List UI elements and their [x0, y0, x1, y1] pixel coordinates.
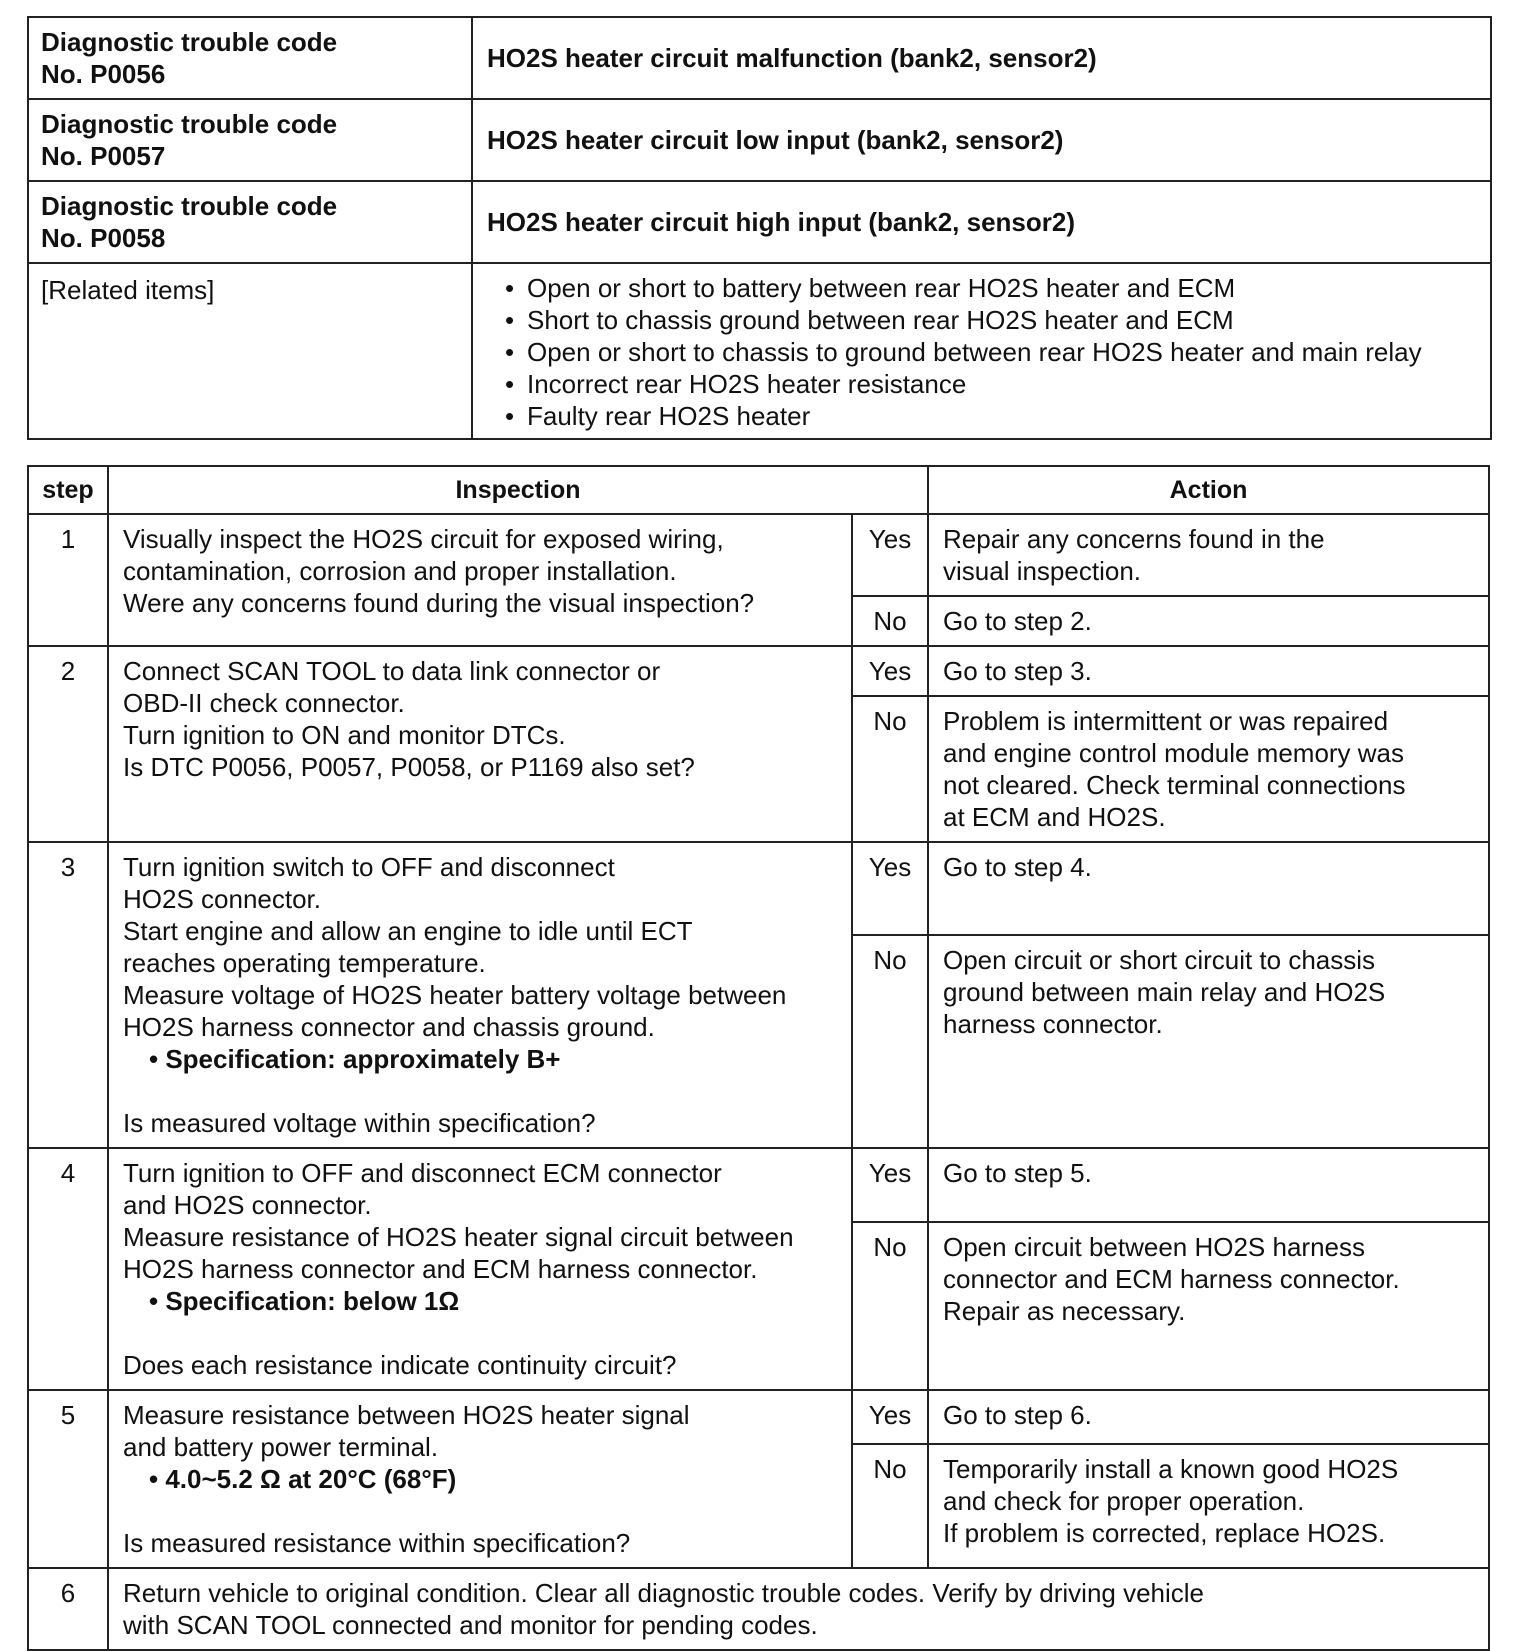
dtc-row-p0058	[28, 181, 1491, 263]
dtc-row-p0056	[28, 17, 1491, 99]
yes-action	[928, 646, 1489, 696]
action-line: not cleared. Check terminal connections	[943, 770, 1406, 800]
action-line: Repair as necessary.	[943, 1295, 1186, 1326]
inspection-cell	[108, 842, 852, 1148]
specification: • Specification: below 1Ω	[149, 1286, 460, 1316]
action-line: Problem is intermittent or was repaired	[943, 706, 1389, 736]
dtc-table	[27, 16, 1492, 440]
inspection-cell	[108, 514, 852, 646]
inspection-line: Measure voltage of HO2S heater battery voltage between	[123, 980, 787, 1010]
step-number: 1	[28, 514, 108, 646]
action-line: Go to step 6.	[943, 1400, 1092, 1430]
no-action	[928, 1222, 1489, 1390]
inspection-question: Is measured resistance within specification?	[123, 1528, 631, 1558]
yes-action	[928, 1148, 1489, 1222]
yes-label: Yes	[852, 842, 928, 935]
dtc-label-line: Diagnostic trouble code	[41, 109, 338, 139]
related-items-row	[28, 263, 1491, 439]
dtc-code-label	[28, 99, 472, 181]
no-action	[928, 696, 1489, 842]
related-item: • Incorrect rear HO2S heater resistance	[527, 368, 1476, 400]
step-row	[28, 514, 1489, 596]
yes-action	[928, 1390, 1489, 1444]
action-line: ground between main relay and HO2S	[943, 977, 1386, 1008]
action-line: Repair any concerns found in the	[943, 524, 1325, 554]
dtc-label-line: Diagnostic trouble code	[41, 27, 338, 57]
related-items-list	[507, 272, 1476, 432]
no-action	[928, 596, 1489, 646]
action-line: Go to step 2.	[943, 606, 1092, 636]
inspection-line: contamination, corrosion and proper installation.	[123, 556, 677, 586]
dtc-code-number: No. P0057	[41, 141, 166, 171]
yes-label: Yes	[852, 1390, 928, 1444]
action-line: Go to step 4.	[943, 852, 1092, 882]
step-row	[28, 1148, 1489, 1222]
inspection-line: Were any concerns found during the visual inspection?	[123, 588, 755, 618]
dtc-description: HO2S heater circuit malfunction (bank2, sensor2)	[472, 17, 1491, 99]
inspection-line: HO2S harness connector and chassis ground.	[123, 1012, 655, 1042]
spacer	[123, 1495, 837, 1527]
step-number: 4	[28, 1148, 108, 1390]
yes-label: Yes	[852, 514, 928, 596]
action-line: connector and ECM harness connector.	[943, 1263, 1400, 1294]
inspection-line: Turn ignition to OFF and disconnect ECM connector	[123, 1158, 722, 1188]
inspection-question: Does each resistance indicate continuity circuit?	[123, 1350, 677, 1380]
no-label: No	[852, 696, 928, 842]
action-line: Open circuit between HO2S harness	[943, 1231, 1365, 1262]
spacer	[123, 1075, 837, 1107]
inspection-line: and battery power terminal.	[123, 1432, 439, 1462]
step-number: 5	[28, 1390, 108, 1568]
procedure-table	[27, 465, 1490, 1651]
related-item: • Faulty rear HO2S heater	[527, 400, 1476, 432]
yes-action	[928, 514, 1489, 596]
no-label: No	[852, 935, 928, 1148]
action-line: and engine control module memory was	[943, 738, 1405, 768]
dtc-code-label	[28, 17, 472, 99]
action-line: Temporarily install a known good HO2S	[943, 1454, 1399, 1485]
action-line: Go to step 3.	[943, 656, 1092, 686]
yes-label: Yes	[852, 646, 928, 696]
related-items-label: [Related items]	[28, 263, 472, 439]
dtc-row-p0057	[28, 99, 1491, 181]
inspection-line: Visually inspect the HO2S circuit for exposed wiring,	[123, 524, 724, 554]
dtc-code-label	[28, 181, 472, 263]
action-line: Go to step 5.	[943, 1158, 1092, 1188]
step-number: 3	[28, 842, 108, 1148]
yes-action	[928, 842, 1489, 935]
dtc-code-number: No. P0058	[41, 223, 166, 253]
inspection-line: HO2S connector.	[123, 884, 321, 914]
step-row	[28, 646, 1489, 696]
inspection-line: Is DTC P0056, P0057, P0058, or P1169 also set?	[123, 752, 695, 782]
action-line: Open circuit or short circuit to chassis	[943, 945, 1376, 976]
step-header: step	[28, 466, 108, 514]
dtc-description: HO2S heater circuit low input (bank2, sensor2)	[472, 99, 1491, 181]
action-line: harness connector.	[943, 1009, 1163, 1040]
related-item: • Open or short to chassis to ground between rear HO2S heater and main relay	[527, 336, 1476, 368]
action-header: Action	[928, 466, 1489, 514]
inspection-cell	[108, 1390, 852, 1568]
no-action	[928, 1444, 1489, 1568]
spacer	[123, 1317, 837, 1349]
related-items-cell	[472, 263, 1491, 439]
dtc-label-line: Diagnostic trouble code	[41, 191, 338, 221]
step-row	[28, 1390, 1489, 1444]
inspection-cell	[108, 1148, 852, 1390]
step-number: 2	[28, 646, 108, 842]
inspection-line: and HO2S connector.	[123, 1190, 372, 1220]
inspection-cell	[108, 646, 852, 842]
inspection-line: Turn ignition switch to OFF and disconnect	[123, 852, 615, 882]
final-step-line: Return vehicle to original condition. Clear all diagnostic trouble codes. Verify by driving vehicle	[123, 1578, 1205, 1608]
specification: • 4.0~5.2 Ω at 20°C (68°F)	[149, 1464, 457, 1494]
specification: • Specification: approximately B+	[149, 1044, 561, 1074]
no-label: No	[852, 1222, 928, 1390]
procedure-header-row	[28, 466, 1489, 514]
final-step-row	[28, 1568, 1489, 1650]
related-item: • Open or short to battery between rear HO2S heater and ECM	[527, 272, 1476, 304]
dtc-description: HO2S heater circuit high input (bank2, sensor2)	[472, 181, 1491, 263]
no-action	[928, 935, 1489, 1148]
final-step-line: with SCAN TOOL connected and monitor for pending codes.	[123, 1610, 818, 1640]
related-item: • Short to chassis ground between rear HO2S heater and ECM	[527, 304, 1476, 336]
inspection-line: HO2S harness connector and ECM harness connector.	[123, 1254, 758, 1284]
inspection-line: Measure resistance of HO2S heater signal circuit between	[123, 1222, 794, 1252]
dtc-code-number: No. P0056	[41, 59, 166, 89]
inspection-line: Turn ignition to ON and monitor DTCs.	[123, 720, 566, 750]
inspection-question: Is measured voltage within specification?	[123, 1108, 596, 1138]
no-label: No	[852, 1444, 928, 1568]
no-label: No	[852, 596, 928, 646]
action-line: If problem is corrected, replace HO2S.	[943, 1518, 1386, 1549]
action-line: at ECM and HO2S.	[943, 802, 1166, 832]
action-line: visual inspection.	[943, 556, 1141, 586]
step-number: 6	[28, 1568, 108, 1650]
final-step-text	[108, 1568, 1489, 1650]
yes-label: Yes	[852, 1148, 928, 1222]
inspection-line: OBD-II check connector.	[123, 688, 405, 718]
inspection-line: Measure resistance between HO2S heater signal	[123, 1400, 690, 1430]
inspection-line: Start engine and allow an engine to idle until ECT	[123, 916, 693, 946]
action-line: and check for proper operation.	[943, 1486, 1305, 1517]
inspection-line: Connect SCAN TOOL to data link connector or	[123, 656, 661, 686]
step-row	[28, 842, 1489, 935]
inspection-header: Inspection	[108, 466, 928, 514]
inspection-line: reaches operating temperature.	[123, 948, 486, 978]
